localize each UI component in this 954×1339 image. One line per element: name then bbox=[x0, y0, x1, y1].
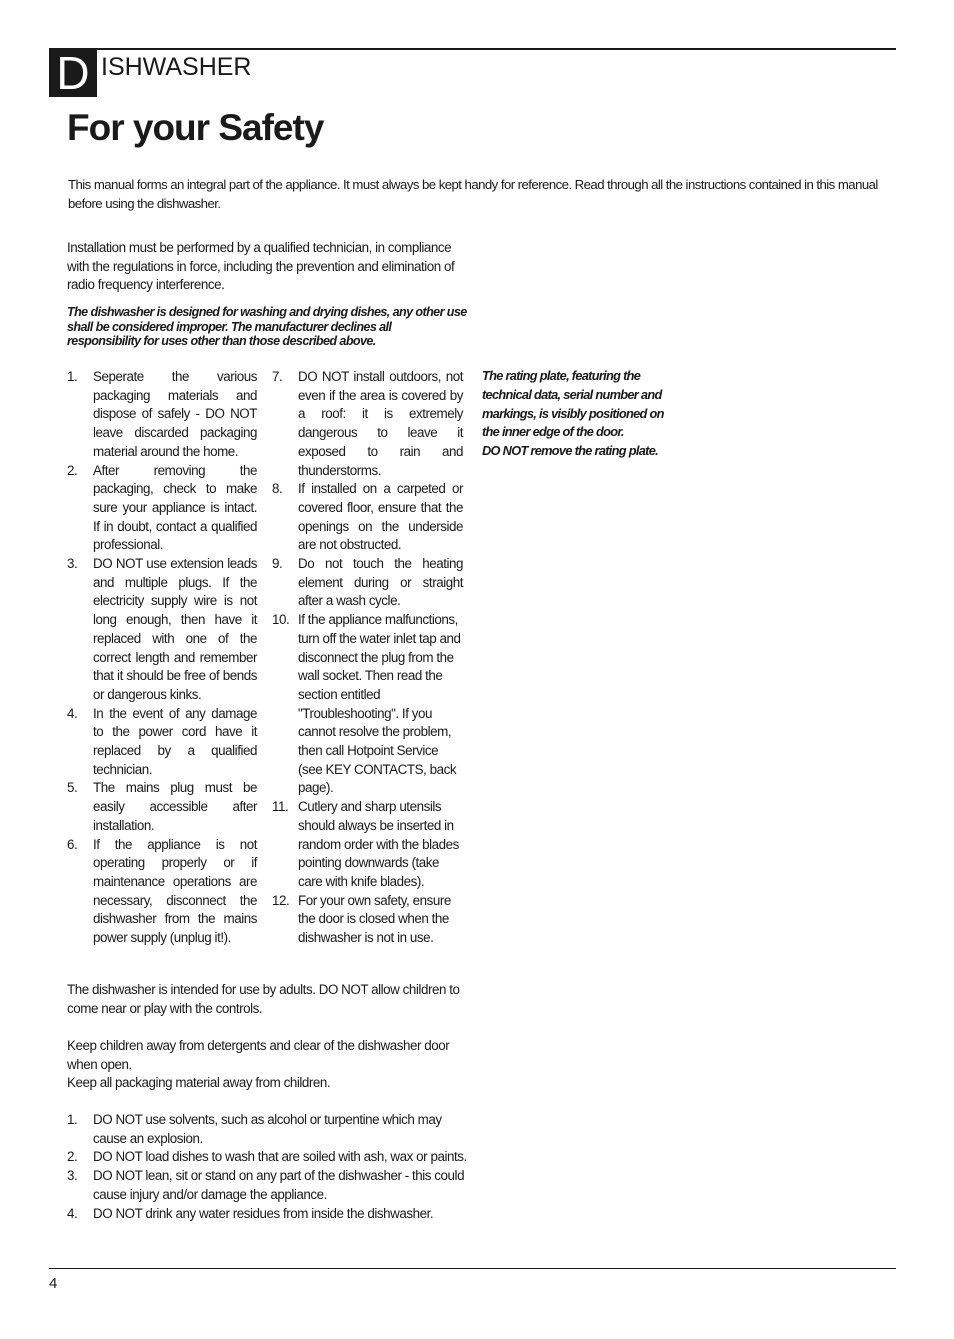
header-rule bbox=[49, 48, 896, 50]
adults-paragraph: The dishwasher is intended for use by adults. DO NOT allow children to come near or play with the controls. bbox=[67, 982, 460, 1016]
list-text: DO NOT lean, sit or stand on any part of the dishwasher - this could cause injury and/or damage the appliance. bbox=[93, 1168, 465, 1202]
list-number: 7. bbox=[272, 369, 283, 384]
list-number: 10. bbox=[272, 612, 290, 628]
safety-list-bottom bbox=[67, 1111, 467, 1223]
list-number: 2. bbox=[67, 462, 78, 478]
list-number: 3. bbox=[67, 556, 78, 572]
list-number: 6. bbox=[67, 836, 78, 852]
list-number: 12. bbox=[272, 892, 290, 908]
list-text: DO NOT install outdoors, not even if the area is covered by a roof: it is extremely dangerous to leave it exposed to rain and thunderstorms. bbox=[298, 369, 463, 478]
list-item bbox=[67, 1148, 467, 1167]
list-item bbox=[67, 555, 257, 705]
list-number: 3. bbox=[67, 1168, 78, 1184]
safety-list-left bbox=[67, 368, 257, 948]
list-item bbox=[272, 555, 463, 611]
section-title: ISHWASHER bbox=[101, 53, 252, 81]
list-text: For your own safety, ensure the door is closed when the dishwasher is not in use. bbox=[298, 892, 451, 946]
safety-list-middle bbox=[272, 368, 463, 948]
list-text: If the appliance is not operating properly or if maintenance operations are necessary, disconnect the dishwasher from the mains power supply (unplug it!). bbox=[93, 836, 257, 946]
list-number: 1. bbox=[67, 369, 78, 384]
list-item bbox=[272, 798, 463, 892]
list-number: 11. bbox=[272, 799, 289, 815]
list-text: DO NOT load dishes to wash that are soiled with ash, wax or paints. bbox=[93, 1149, 467, 1165]
intro-paragraph: This manual forms an integral part of the appliance. It must always be kept handy for reference. Read through all the instructions contained in this manual before using the dishwasher. bbox=[68, 177, 878, 211]
list-text: The mains plug must be easily accessible after installation. bbox=[93, 780, 257, 833]
list-item bbox=[67, 705, 257, 780]
list-number: 8. bbox=[272, 481, 283, 497]
list-number: 5. bbox=[67, 780, 78, 796]
list-text: DO NOT use extension leads and multiple plugs. If the electricity supply wire is not long enough, then have it replaced with one of the correct length and remember that it should be free of bends or dangerous kinks. bbox=[93, 556, 257, 702]
children-paragraph bbox=[67, 1037, 467, 1093]
page-number: 4 bbox=[49, 1275, 58, 1292]
list-number: 4. bbox=[67, 705, 78, 721]
list-number: 1. bbox=[67, 1112, 78, 1127]
list-number: 4. bbox=[67, 1205, 78, 1221]
list-text: DO NOT drink any water residues from inside the dishwasher. bbox=[93, 1205, 434, 1221]
footer-rule bbox=[49, 1268, 896, 1269]
list-text: In the event of any damage to the power cord have it replaced by a qualified technician. bbox=[93, 705, 257, 777]
rating-plate-note bbox=[482, 367, 672, 461]
list-text: Seperate the various packaging materials and dispose of safely - DO NOT leave discarded packaging material around the home. bbox=[93, 369, 257, 459]
list-item bbox=[67, 1167, 467, 1204]
list-text: Do not touch the heating element during or straight after a wash cycle. bbox=[298, 556, 463, 609]
list-item bbox=[67, 1205, 467, 1224]
list-number: 2. bbox=[67, 1149, 78, 1165]
list-item bbox=[272, 611, 463, 798]
list-text: DO NOT use solvents, such as alcohol or turpentine which may cause an explosion. bbox=[93, 1112, 442, 1146]
list-item bbox=[272, 892, 463, 948]
installation-paragraph: Installation must be performed by a qualified technician, in compliance with the regulations in force, including the prevention and elimination of radio frequency interference. bbox=[67, 240, 455, 293]
list-item bbox=[67, 462, 257, 556]
page-title: For your Safety bbox=[67, 107, 324, 148]
list-text: If installed on a carpeted or covered floor, ensure that the openings on the underside are not obstructed. bbox=[298, 481, 463, 553]
list-item bbox=[67, 1111, 467, 1148]
list-item bbox=[272, 368, 463, 480]
intended-use-notice: The dishwasher is designed for washing and drying dishes, any other use shall be considered improper. The manufacturer declines all responsibility for uses other than those described above. bbox=[67, 305, 467, 348]
rating-plate-description: The rating plate, featuring the technical data, serial number and markings, is visibly positioned on the inner edge of the door. bbox=[482, 368, 664, 440]
rating-plate-warning: DO NOT remove the rating plate. bbox=[482, 443, 658, 459]
list-text: Cutlery and sharp utensils should always be inserted in random order with the blades pointing downwards (take care with knife blades). bbox=[298, 799, 459, 889]
list-item bbox=[67, 836, 257, 948]
list-number: 9. bbox=[272, 556, 283, 572]
list-item bbox=[272, 480, 463, 555]
list-text: If the appliance malfunctions, turn off the water inlet tap and disconnect the plug from the wall socket. Then read the section entitled "Troubleshooting". If you cannot resolve the problem, then call Hotpoint Service (see KEY CONTACTS, back page). bbox=[298, 612, 461, 796]
list-text: After removing the packaging, check to make sure your appliance is intact. If in doubt, contact a qualified professional. bbox=[93, 462, 257, 553]
section-badge: D bbox=[49, 48, 97, 97]
list-item bbox=[67, 368, 257, 462]
list-item bbox=[67, 779, 257, 835]
children-detergent-text: Keep children away from detergents and clear of the dishwasher door when open. bbox=[67, 1038, 450, 1072]
children-packaging-text: Keep all packaging material away from children. bbox=[67, 1075, 331, 1091]
